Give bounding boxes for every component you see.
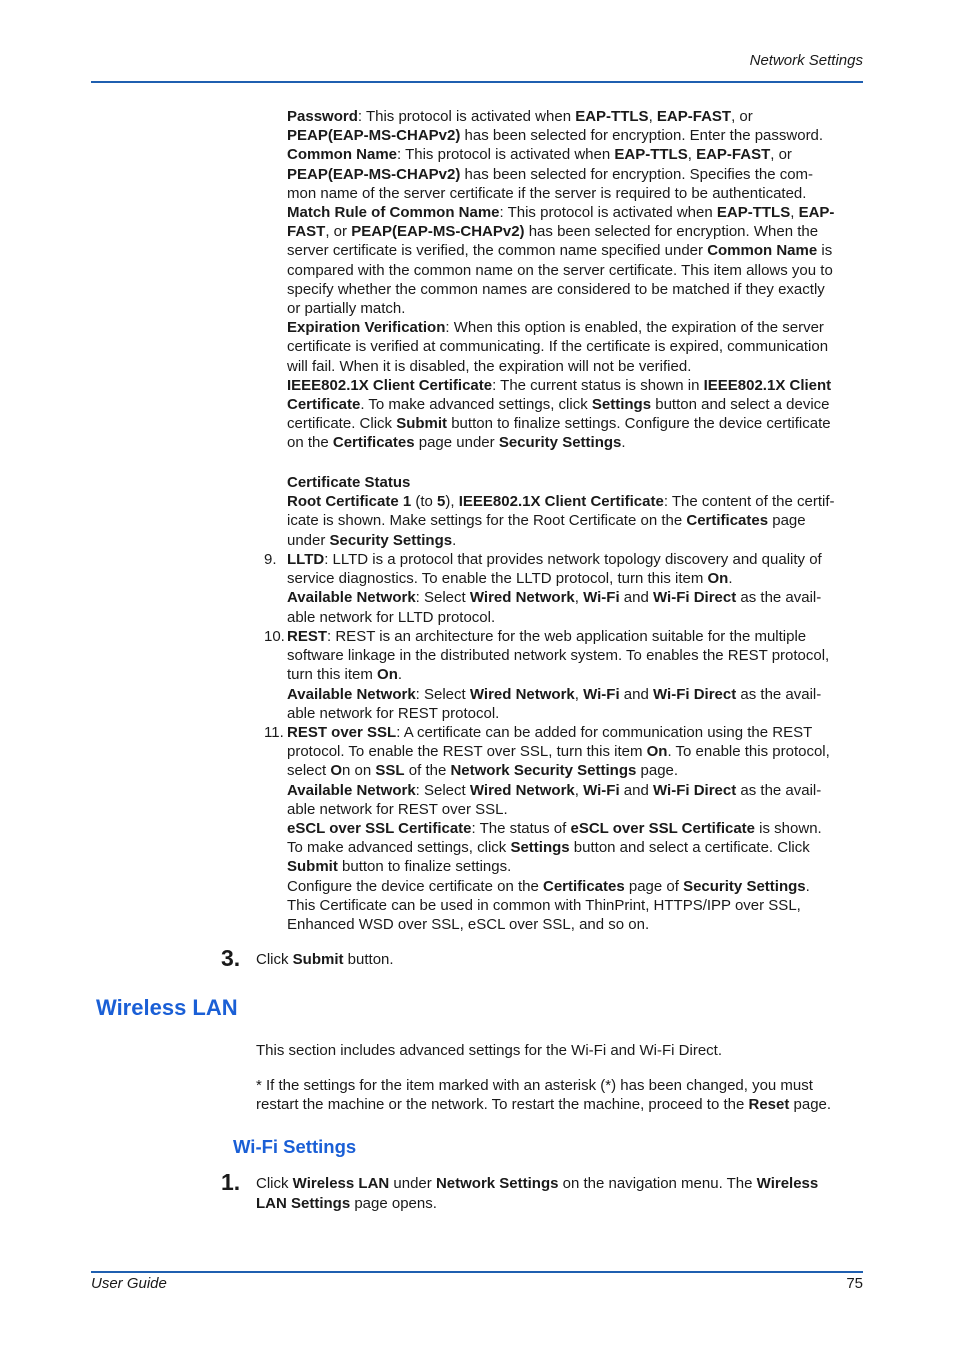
bold-term: Certificates xyxy=(686,512,769,530)
bold-term: LLTD xyxy=(287,551,325,568)
certificate-status-block xyxy=(287,473,872,550)
footer-guide-label: User Guide xyxy=(91,1275,167,1292)
bold-term: EAP- xyxy=(798,204,835,222)
step-1-number: 1. xyxy=(221,1169,241,1195)
paragraph: REST over SSL: A certificate can be added for communication using the REST protocol. To enable the REST over SSL, turn this item On. To enable this protocol, select On on SSL of the Network Security Settings page. xyxy=(287,724,830,780)
item-body xyxy=(287,550,872,627)
bold-term: Submit xyxy=(396,415,448,433)
bold-term: On xyxy=(646,743,668,761)
item-number: 9. xyxy=(264,551,277,568)
wireless-lan-intro: This section includes advanced settings for the Wi-Fi and Wi-Fi Direct. xyxy=(256,1042,723,1059)
bold-term: REST xyxy=(287,628,328,645)
bold-term: Security Settings xyxy=(329,531,453,549)
bold-term: Wired Network xyxy=(469,685,575,703)
bold-term: Certificates xyxy=(332,434,415,452)
auth-settings-block xyxy=(287,107,872,453)
bold-term: Wi-Fi Direct xyxy=(653,685,737,703)
bold-term: Certificates xyxy=(542,877,625,895)
footer-rule xyxy=(91,1271,863,1273)
item-number: 11. xyxy=(264,724,284,741)
list-item-rest-over-ssl xyxy=(264,723,872,934)
list-item-lltd xyxy=(264,550,872,627)
page-header-title: Network Settings xyxy=(749,52,863,69)
paragraph: Password: This protocol is activated when EAP-TTLS, EAP-FAST, or PEAP(EAP-MS-CHAPv2) has been selected for encryption. Enter the password. xyxy=(287,108,824,145)
paragraph: Match Rule of Common Name: This protocol is activated when EAP-TTLS, EAP- FAST, or PEAP(EAP-MS-CHAPv2) has been selected for encryption. When the server certificate is verified, the common name specified under Common Name is compared with the common name on the server certificate. This item allows you to specify whether the common names are considered to be matched if they exactly or partially match. xyxy=(287,204,835,318)
bold-term: Wi-Fi Direct xyxy=(653,781,737,799)
bold-term: Certificate Status xyxy=(287,474,411,491)
bold-term: IEEE802.1X Client xyxy=(703,376,832,394)
bold-term: EAP-FAST xyxy=(696,146,771,164)
paragraph: Available Network: Select Wired Network, Wi-Fi and Wi-Fi Direct as the avail- able network for LLTD protocol. xyxy=(287,589,822,626)
bold-term: Available Network xyxy=(287,781,416,799)
bold-term: On xyxy=(377,666,398,684)
bold-term: Wired Network xyxy=(469,589,575,607)
page-number: 75 xyxy=(846,1275,863,1292)
paragraph: Available Network: Select Wired Network, Wi-Fi and Wi-Fi Direct as the avail- able network for REST over SSL. xyxy=(287,781,822,818)
section-heading-wireless-lan: Wireless LAN xyxy=(96,995,238,1020)
step-3-text: Click Submit button. xyxy=(256,951,394,968)
bold-term: Certificate xyxy=(287,396,361,414)
bold-term: Submit xyxy=(292,951,344,968)
bold-term: Security Settings xyxy=(683,877,806,895)
bold-term: eSCL over SSL Certificate xyxy=(287,820,472,838)
paragraph: REST: REST is an architecture for the web application suitable for the multiple software linkage in the distributed network system. To enables the REST protocol, turn this item On. xyxy=(287,628,830,684)
bold-term: FAST xyxy=(287,223,326,241)
bold-term: SSL xyxy=(375,762,405,780)
bold-term: Security Settings xyxy=(498,434,622,452)
bold-term: Wi-Fi xyxy=(583,685,620,703)
subheading-wifi-settings: Wi-Fi Settings xyxy=(233,1136,357,1157)
step-3-number: 3. xyxy=(221,945,241,971)
wireless-lan-note: * If the settings for the item marked with an asterisk (*) has been changed, you must restart the machine or the network. To restart the machine, proceed to the Reset page. xyxy=(256,1077,832,1114)
bold-term: On xyxy=(707,570,729,588)
bold-term: Wireless xyxy=(756,1175,819,1192)
paragraph: Common Name: This protocol is activated when EAP-TTLS, EAP-FAST, or PEAP(EAP-MS-CHAPv2) has been selected for encryption. Specifies the com- mon name of the server certificate if the server is required to be authenticated. xyxy=(287,146,814,202)
bold-term: LAN Settings xyxy=(256,1194,351,1212)
bold-term: Common Name xyxy=(707,242,818,260)
bold-term: IEEE802.1X Client Certificate xyxy=(287,376,493,394)
bold-term: Network Settings xyxy=(435,1175,559,1192)
bold-term: Reset xyxy=(748,1096,790,1114)
paragraph: Root Certificate 1 (to 5), IEEE802.1X Client Certificate: The content of the certif- icate is shown. Make settings for the Root Certificate on the Certificates page under Security Settings. xyxy=(287,493,835,549)
paragraph: LLTD: LLTD is a protocol that provides network topology discovery and quality of service diagnostics. To enable the LLTD protocol, turn this item On. xyxy=(287,551,822,588)
bold-term: eSCL over SSL Certificate xyxy=(570,820,756,838)
bold-term: Wi-Fi xyxy=(583,781,620,799)
header-rule xyxy=(91,81,863,83)
paragraph: IEEE802.1X Client Certificate: The current status is shown in IEEE802.1X Client Certificate. To make advanced settings, click Settings button and select a device certificate. Click Submit button to finalize settings. Configure the device certificate on the Certificates page under Security Settings. xyxy=(287,376,832,452)
bold-term: Common Name xyxy=(287,146,398,164)
bold-term: Wi-Fi xyxy=(583,589,620,607)
paragraph xyxy=(287,473,872,492)
bold-term: Settings xyxy=(591,396,652,414)
bold-term: IEEE802.1X Client Certificate xyxy=(458,493,664,511)
item-body xyxy=(287,723,872,934)
list-item-rest xyxy=(264,627,872,723)
bold-term: EAP-FAST xyxy=(656,108,732,125)
bold-term: Root Certificate 1 xyxy=(287,493,412,511)
item-number: 10. xyxy=(264,628,285,645)
paragraph: eSCL over SSL Certificate: The status of eSCL over SSL Certificate is shown. To make advanced settings, click Settings button and select a certificate. Click Submit button to finalize settings. xyxy=(287,820,822,876)
bold-term: Wi-Fi Direct xyxy=(653,589,737,607)
step-1-text: Click Wireless LAN under Network Settings on the navigation menu. The Wireless LAN Settings page opens. xyxy=(256,1175,819,1212)
bold-term: Wireless LAN xyxy=(292,1175,390,1192)
bold-term: Submit xyxy=(287,858,338,876)
paragraph: Available Network: Select Wired Network, Wi-Fi and Wi-Fi Direct as the avail- able network for REST protocol. xyxy=(287,685,822,722)
bold-term: PEAP(EAP-MS-CHAPv2) xyxy=(287,165,461,183)
paragraph: Expiration Verification: When this option is enabled, the expiration of the server certificate is verified at communicating. If the certificate is expired, communication will fail. When it is disabled, the expiration will not be verified. xyxy=(287,319,829,375)
bold-term: EAP-TTLS xyxy=(575,108,649,125)
item-body xyxy=(287,627,872,723)
bold-term: Wired Network xyxy=(469,781,575,799)
bold-term: 5 xyxy=(437,493,446,511)
bold-term: PEAP(EAP-MS-CHAPv2) xyxy=(287,127,461,145)
bold-term: Network Security Settings xyxy=(450,762,637,780)
bold-term: Expiration Verification xyxy=(287,319,446,337)
bold-term: Available Network xyxy=(287,685,416,703)
bold-term: EAP-TTLS xyxy=(716,204,791,222)
bold-term: REST over SSL xyxy=(287,724,397,741)
bold-term: PEAP(EAP-MS-CHAPv2) xyxy=(351,223,525,241)
paragraph: Configure the device certificate on the Certificates page of Security Settings. This Certificate can be used in common with ThinPrint, HTTPS/IPP over SSL, Enhanced WSD over SSL, eSCL over SSL, and so on. xyxy=(287,877,810,934)
bold-term: O xyxy=(330,762,343,780)
bold-term: EAP-TTLS xyxy=(614,146,688,164)
bold-term: Password xyxy=(287,108,358,125)
bold-term: Available Network xyxy=(287,589,416,607)
bold-term: Settings xyxy=(510,839,570,857)
bold-term: Match Rule of Common Name xyxy=(287,204,500,222)
